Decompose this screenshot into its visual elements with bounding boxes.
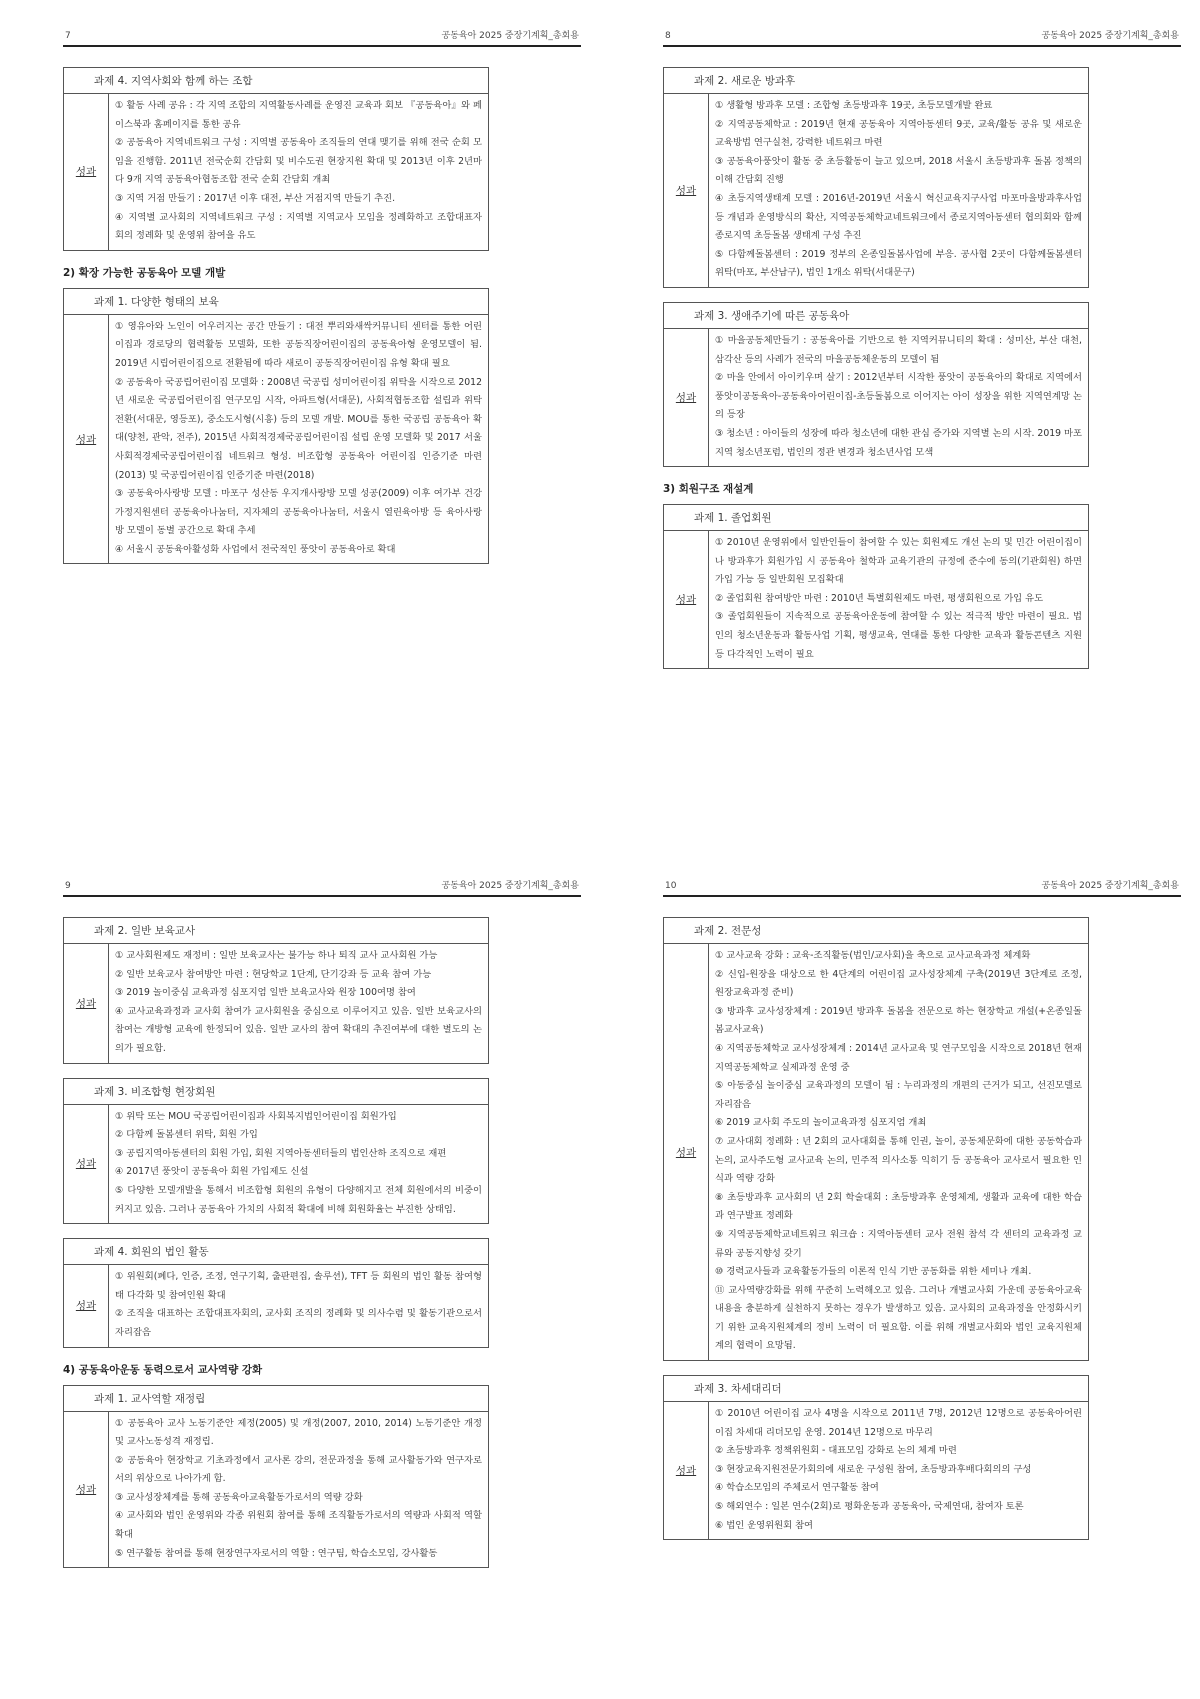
result-item: ② 일반 보육교사 참여방안 마련 : 현당학교 1단계, 단기강좌 등 교육 참여 가능 [115, 968, 432, 980]
result-label: 성과 [664, 329, 709, 466]
result-item: ② 졸업회원 참여방안 마련 : 2010년 특별회원제도 마련, 평생회원으로 가입 유도 [715, 592, 1044, 604]
result-item: ① 활동 사례 공유 : 각 지역 조합의 지역활동사례를 운영진 교육과 회보 『공동육아』와 페이스북과 홈페이지를 통한 공유 [115, 100, 482, 130]
result-item: ② 마을 안에서 아이키우며 살기 : 2012년부터 시작한 풍앗이 공동육아의 확대로 지역에서 풍앗이공동육아-공동육아어린이집-초등돌봄으로 이어지는 아이 성장을 위한 지역연계망 논의 등장 [715, 372, 1082, 421]
result-item: ⑥ 2019 교사회 주도의 놀이교육과정 심포지엄 개최 [715, 1117, 927, 1129]
result-item: ① 영유아와 노인이 어우러지는 공간 만들기 : 대전 뿌리와새싹커뮤니티 센터를 통한 어린이집과 경로당의 협력활동 모델화, 또한 공동직장어린이집의 공동육아형 운영모델이 됨. 2019년 시립어린이집으로 전환됨에 따라 새로이 공동직장어린이집 유형 확대 필요 [115, 320, 482, 369]
result-item: ① 교사교육 강화 : 교육-조직활동(법인/교사회)을 축으로 교사교육과정 체계화 [715, 950, 1031, 961]
result-item: ③ 공동육아풍앗이 활동 중 초등활동이 늘고 있으며, 2018 서울시 초등방과후 돌봄 정책의 이해 간담회 진행 [715, 155, 1082, 186]
result-item: ① 위원회(폐다, 인증, 조정, 연구기획, 출판편집, 솔루션), TFT 등 회원의 법인 활동 참여형태 다각화 및 참여인원 확대 [115, 1271, 482, 1301]
page-number: 8 [665, 31, 671, 41]
page-number: 10 [665, 881, 677, 891]
page-header [63, 28, 581, 47]
task-body [64, 315, 488, 564]
result-item: ⑤ 해외연수 : 일본 연수(2회)로 평화운동과 공동육아, 국제연대, 참여자 토론 [715, 1501, 1024, 1513]
task-table [63, 67, 489, 251]
task-title: 과제 4. 지역사회와 함께 하는 조합 [64, 68, 488, 94]
task-table [663, 504, 1089, 669]
task-title: 과제 3. 비조합형 현장회원 [64, 1079, 488, 1105]
result-item: ⑪ 교사역량강화를 위해 꾸준히 노력해오고 있음. 그러나 개별교사회 가운데 공동육아교육내용을 충분하게 실천하지 못하는 경우가 발생하고 있음. 교사회의 교육과정을 안정화시키기 위한 교육지원체계의 정비 노력이 더 필요함. 이를 위해 개별교사회와 법인 교육지원체계의 협력이 요망됨. [715, 1284, 1082, 1352]
result-item: ③ 방과후 교사성장체계 : 2019년 방과후 돌봄을 전문으로 하는 현장학교 개설(+온종일돌봄교사교육) [715, 1005, 1082, 1036]
result-list [709, 1402, 1088, 1539]
result-list [109, 1105, 488, 1224]
task-body [664, 531, 1088, 668]
result-item: ④ 2017년 풍앗이 공동육아 회원 가입제도 신설 [115, 1166, 309, 1178]
page-10 [663, 878, 1181, 1554]
task-title: 과제 3. 차세대리더 [664, 1376, 1088, 1402]
result-list [709, 531, 1088, 668]
result-item: ③ 지역 거점 만들기 : 2017년 이후 대전, 부산 거점지역 만들기 추진. [115, 192, 396, 204]
result-item: ① 공동육아 교사 노동기준안 제정(2005) 및 개정(2007, 2010, 2014) 노동기준안 개정 및 교사노동성격 재정립. [115, 1417, 482, 1448]
result-item: ① 2010년 운영위에서 일반인들이 참여할 수 있는 회원제도 개선 논의 및 민간 어린이집이나 방과후가 회원가입 시 공동육아 철학과 교육기관의 규정에 준수에 동의(기관회원) 하면 가입 가능 등 일반회원 모집확대 [715, 537, 1082, 586]
result-item: ① 마을공동체만들기 : 공동육아를 기반으로 한 지역커뮤니티의 확대 : 성미산, 부산 대천, 삼각산 등의 사례가 전국의 마을공동체운동의 모델이 됨 [715, 334, 1082, 365]
task-title: 과제 4. 회원의 법인 활동 [64, 1239, 488, 1265]
task-body [664, 944, 1088, 1360]
result-label: 성과 [64, 1265, 109, 1346]
header-title: 공동육아 2025 중장기계획_총회용 [1041, 31, 1179, 41]
task-body [64, 944, 488, 1063]
result-list [709, 329, 1088, 466]
result-item: ④ 교사회와 법인 운영위와 각종 위원회 참여를 통해 조직활동가로서의 역량과 사회적 역할 확대 [115, 1510, 482, 1541]
task-table [663, 1375, 1089, 1540]
result-item: ② 다함께 돌봄센터 위탁, 회원 가입 [115, 1129, 258, 1141]
header-title: 공동육아 2025 중장기계획_총회용 [1041, 881, 1179, 891]
result-item: ② 지역공동체학교 : 2019년 현재 공동육아 지역아동센터 9곳, 교육/활동 공유 및 새로운 교육방법 연구실천, 강력한 네트워크 마련 [715, 118, 1082, 149]
task-body [64, 1412, 488, 1568]
page-7 [63, 28, 581, 578]
page-9 [63, 878, 581, 1582]
result-item: ④ 지역공동체학교 교사성장체계 : 2014년 교사교육 및 연구모임을 시작으로 2018년 현재 지역공동체학교 실제과정 운영 중 [715, 1042, 1082, 1073]
result-item: ⑨ 지역공동체학교네트워크 워크숍 : 지역아동센터 교사 전원 참석 각 센터의 교육과정 교류와 공동지향성 갖기 [715, 1228, 1082, 1259]
result-item: ① 생활형 방과후 모델 : 조합형 초등방과후 19곳, 초등모델개발 완료 [715, 100, 993, 111]
task-body [664, 329, 1088, 466]
task-body [64, 1105, 488, 1224]
result-item: ⑤ 연구활동 참여를 통해 현장연구자로서의 역할 : 연구팀, 학습소모임, 강사활동 [115, 1547, 438, 1559]
result-label: 성과 [64, 315, 109, 564]
task-title: 과제 1. 졸업회원 [664, 505, 1088, 531]
result-item: ② 공동육아 국공립어린이집 모델화 : 2008년 국공립 성미어린이집 위탁을 시작으로 2012년 새로운 국공립어린이집 연구모임 시작, 아파트형(서대문), 사회적협동조합 설립과 위탁전환(서대문, 영등포), 중소도시형(시흥) 등의 모델 개발. MOU를 통한 국공립 공동육아 확대(양천, 관악, 전주), 2015년 사회적경제국공립어린이집 설립 운영 모델화 및 2017 서울사회적경제국공립어린이집 네트워크 형성. 비조합형 공동육아 어린이집 인증기준 마련(2013) 및 국공립어린이집 인증기준 마련(2018) [115, 376, 482, 481]
page-header [663, 878, 1181, 897]
result-item: ⑤ 다함께돌봄센터 : 2019 정부의 온종일돌봄사업에 부응. 공사협 2곳이 다함께돌봄센터 위탁(마포, 부산남구), 법인 1개소 위탁(서대문구) [715, 248, 1082, 279]
task-table [63, 917, 489, 1064]
task-table [663, 917, 1089, 1361]
result-item: ③ 청소년 : 아이들의 성장에 따라 청소년에 대한 관심 증가와 지역별 논의 시작. 2019 마포지역 청소년포럼, 법인의 정관 변경과 청소년사업 모색 [715, 427, 1082, 458]
task-title: 과제 1. 다양한 형태의 보육 [64, 289, 488, 315]
result-item: ③ 2019 놀이중심 교육과정 심포지엄 일반 보육교사와 원장 100여명 참여 [115, 987, 416, 999]
task-body [664, 1402, 1088, 1539]
task-title: 과제 3. 생애주기에 따른 공동육아 [664, 303, 1088, 329]
result-label: 성과 [64, 94, 109, 250]
result-item: ① 2010년 어린이집 교사 4명을 시작으로 2011년 7명, 2012년 12명으로 공동육아어린이집 차세대 리더모임 운영. 2014년 12명으로 마무리 [715, 1408, 1082, 1438]
result-item: ⑧ 초등방과후 교사회의 년 2회 학술대회 : 초등방과후 운영체계, 생활과 교육에 대한 학습과 연구발표 정례화 [715, 1191, 1082, 1222]
result-item: ② 초등방과후 정책위원회 - 대표모임 강화로 논의 체계 마련 [715, 1445, 957, 1457]
task-body [664, 94, 1088, 287]
section-heading: 4) 공동육아운동 동력으로서 교사역량 강화 [63, 1363, 263, 1376]
result-item: ③ 공립지역아동센터의 회원 가입, 회원 지역아동센터들의 법인산하 조직으로 재편 [115, 1147, 447, 1159]
result-item: ③ 현장교육지원전문가회의에 새로운 구성원 참여, 초등방과후배다회의의 구성 [715, 1463, 1032, 1475]
result-label: 성과 [64, 1105, 109, 1224]
result-label: 성과 [64, 944, 109, 1063]
task-body [64, 94, 488, 250]
result-item: ③ 교사성장체계를 통해 공동육아교육활동가로서의 역량 강화 [115, 1491, 363, 1503]
result-item: ⑦ 교사대회 정례화 : 년 2회의 교사대회를 통해 인권, 놀이, 공동체문화에 대한 공동학습과 논의, 교사주도형 교사교육 논의, 민주적 의사소통 익히기 등 공동육아 교사로서 필요한 인식과 역량 강화 [715, 1135, 1082, 1185]
page-header [663, 28, 1181, 47]
result-list [109, 315, 488, 564]
task-table [663, 67, 1089, 288]
task-title: 과제 1. 교사역할 재정립 [64, 1386, 488, 1412]
result-item: ④ 학습소모임의 주체로서 연구활동 참여 [715, 1482, 879, 1494]
result-item: ③ 공동육아사랑방 모델 : 마포구 성산동 우지개사랑방 모델 성공(2009) 이후 여가부 건강가정지원센터 공동육아나눔터, 지자체의 공동육아나눔터, 서울시 열린육아방 등 육아사랑방 모델이 동별 공간으로 확대 추세 [115, 488, 482, 537]
result-list [109, 94, 488, 250]
task-title: 과제 2. 일반 보육교사 [64, 918, 488, 944]
task-table [63, 1385, 489, 1569]
result-item: ② 공동육아 지역네트워크 구성 : 지역별 공동육아 조직들의 연대 맺기를 위해 전국 순회 모임을 진행함. 2011년 전국순회 간담회 및 비수도권 현장지원 확대 및 2013년 이후 2년마다 9개 지역 공동육아협동조합 전국 순회 간담회 개최 [115, 137, 482, 186]
result-item: ③ 졸업회원들이 지속적으로 공동육아운동에 참여할 수 있는 적극적 방안 마련이 필요. 법인의 청소년운동과 활동사업 기획, 평생교육, 연대를 통한 다양한 교육과 활동콘텐츠 지원 등 다각적인 노력이 필요 [715, 611, 1082, 660]
result-list [709, 944, 1088, 1360]
task-body [64, 1265, 488, 1346]
task-table [63, 1238, 489, 1347]
result-item: ⑩ 경력교사들과 교육활동가들의 이론적 인식 기반 공동화를 위한 세미나 개최. [715, 1266, 1032, 1278]
result-label: 성과 [64, 1412, 109, 1568]
task-title: 과제 2. 새로운 방과후 [664, 68, 1088, 94]
result-item: ④ 초등지역생태계 모델 : 2016년-2019년 서울시 혁신교육지구사업 마포마을방과후사업 등 개념과 운영방식의 확산, 지역공동체학교네트워크에서 종로지역아동센터 협의회와 함께 종로지역 초등돌봄 생태계 구성 추진 [715, 192, 1082, 242]
result-label: 성과 [664, 94, 709, 287]
result-item: ⑥ 법인 운영위원회 참여 [715, 1519, 814, 1531]
result-item: ② 공동육아 현장학교 기초과정에서 교사론 강의, 전문과정을 통해 교사활동가와 연구자로서의 위상으로 나아가게 함. [115, 1454, 482, 1485]
result-list [709, 94, 1088, 287]
result-label: 성과 [664, 944, 709, 1360]
result-item: ② 조직을 대표하는 조합대표자회의, 교사회 조직의 정례화 및 의사수렴 및 활동기관으로서 자리잡음 [115, 1308, 482, 1338]
result-item: ④ 지역별 교사회의 지역네트워크 구성 : 지역별 지역교사 모임을 정례화하고 조합대표자 회의 정례화 및 운영위 참여을 유도 [115, 211, 482, 242]
result-item: ① 위탁 또는 MOU 국공립어린이집과 사회복지법인어린이집 회원가입 [115, 1110, 397, 1122]
page-number: 7 [65, 31, 71, 41]
result-label: 성과 [664, 1402, 709, 1539]
result-item: ② 신입-원장을 대상으로 한 4단계의 어린이집 교사성장체계 구축(2019년 3단계로 조정, 원장교육과정 준비) [715, 968, 1082, 999]
result-item: ④ 교사교육과정과 교사회 참여가 교사회원을 중심으로 이루어지고 있음. 일반 보육교사의 참여는 개방형 교육에 한정되어 있음. 일반 교사의 참여 확대의 추진여부에 대한 별도의 논의가 필요함. [115, 1005, 482, 1054]
result-item: ⑤ 다양한 모델개발을 통해서 비조합형 회원의 유형이 다양해지고 전체 회원에서의 비중이 커지고 있음. 그러나 공동육아 가치의 사회적 확대에 비해 회원화율는 부진한 상태임. [115, 1184, 482, 1215]
page-header [63, 878, 581, 897]
task-table [63, 288, 489, 565]
result-item: ⑤ 아동중심 놀이중심 교육과정의 모델이 됨 : 누리과정의 개편의 근거가 되고, 선진모델로 자리잡음 [715, 1080, 1082, 1110]
result-label: 성과 [664, 531, 709, 668]
task-table [63, 1078, 489, 1225]
result-list [109, 944, 488, 1063]
header-title: 공동육아 2025 중장기계획_총회용 [441, 31, 579, 41]
page-8 [663, 28, 1181, 683]
section-heading: 3) 회원구조 재설계 [663, 483, 754, 496]
result-list [109, 1412, 488, 1568]
task-table [663, 302, 1089, 467]
section-heading: 2) 확장 가능한 공동육아 모델 개발 [63, 266, 226, 279]
result-item: ① 교사회원제도 재정비 : 일반 보육교사는 불가능 하나 퇴직 교사 교사회원 가능 [115, 950, 438, 961]
task-title: 과제 2. 전문성 [664, 918, 1088, 944]
page-number: 9 [65, 881, 71, 891]
result-item: ④ 서울시 공동육아활성화 사업에서 전국적인 풍앗이 공동육아로 확대 [115, 543, 396, 555]
result-list [109, 1265, 488, 1346]
header-title: 공동육아 2025 중장기계획_총회용 [441, 881, 579, 891]
